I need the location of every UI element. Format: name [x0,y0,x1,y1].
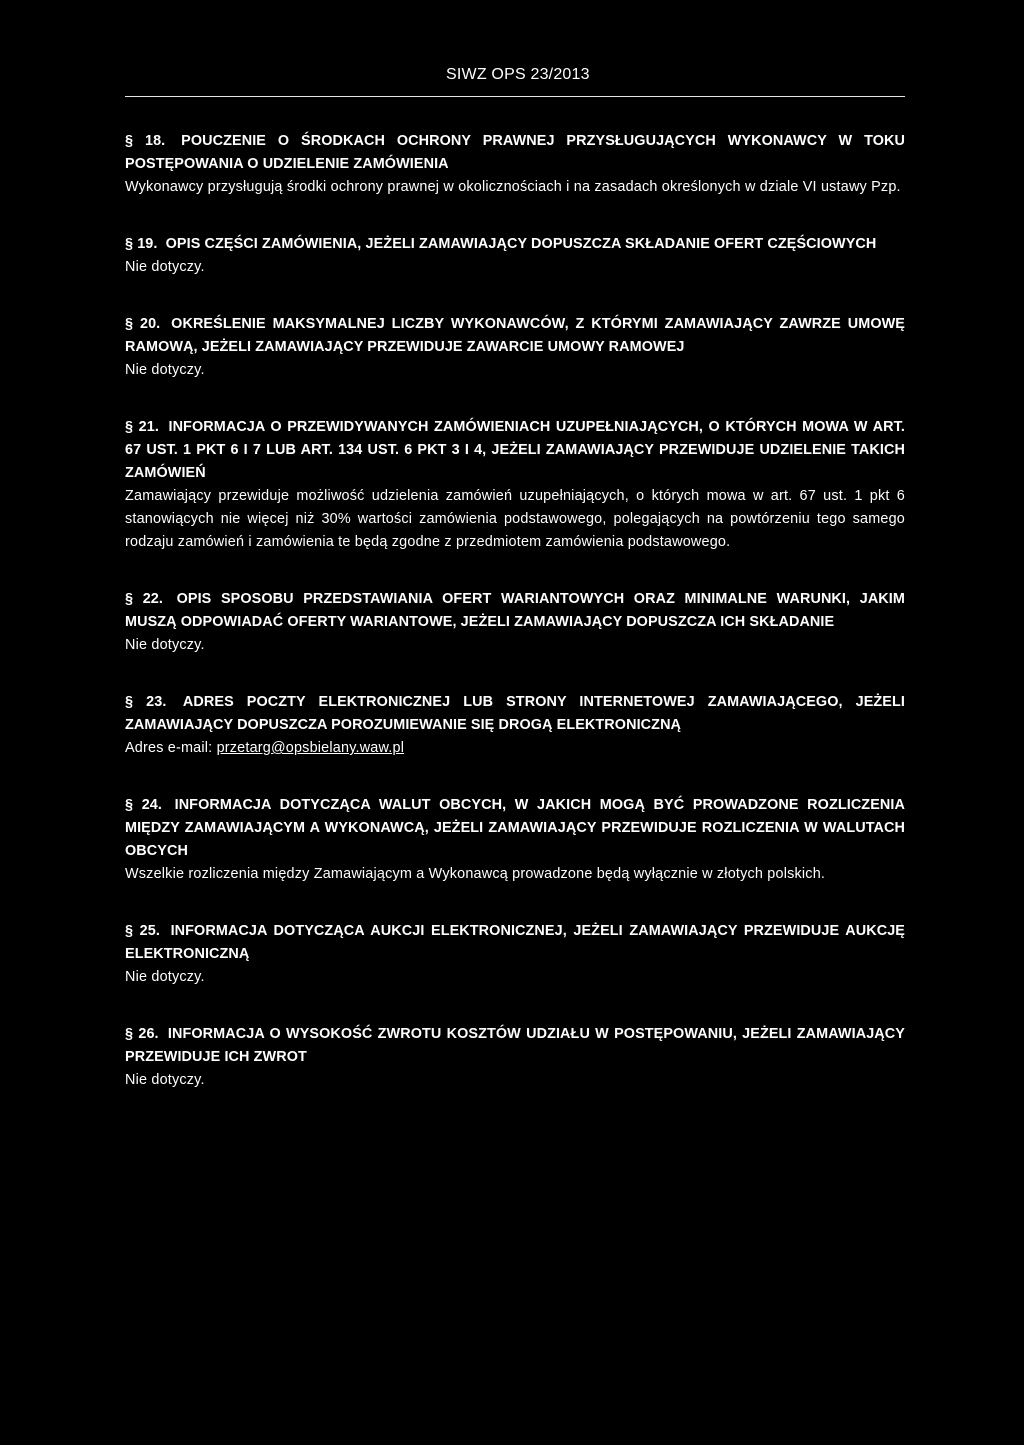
section-22 [125,588,905,657]
section-title: ADRES POCZTY ELEKTRONICZNEJ LUB STRONY INTERNETOWEJ ZAMAWIAJĄCEGO, JEŻELI ZAMAWIAJĄCY DOPUSZCZA POROZUMIEWANIE SIĘ DROGĄ ELEKTRONICZNĄ [125,694,905,733]
section-title: INFORMACJA DOTYCZĄCA WALUT OBCYCH, W JAKICH MOGĄ BYĆ PROWADZONE ROZLICZENIA MIĘDZY ZAMAWIAJĄCYM A WYKONAWCĄ, JEŻELI ZAMAWIAJĄCY PRZEWIDUJE ROZLICZENIA W WALUTACH OBCYCH [125,797,905,859]
section-text: Wykonawcy przysługują środki ochrony prawnej w okolicznościach i na zasadach określonych w dziale VI ustawy Pzp. [125,179,901,195]
section-heading [125,233,905,256]
section-heading [125,920,905,966]
section-number: § 24. [125,797,162,813]
section-number: § 26. [125,1026,159,1042]
section-title: POUCZENIE O ŚRODKACH OCHRONY PRAWNEJ PRZYSŁUGUJĄCYCH WYKONAWCY W TOKU POSTĘPOWANIA O UDZIELENIE ZAMÓWIENIA [125,133,905,172]
section-heading [125,588,905,634]
section-20 [125,313,905,382]
section-number: § 18. [125,133,166,149]
section-title: INFORMACJA O PRZEWIDYWANYCH ZAMÓWIENIACH UZUPEŁNIAJĄCYCH, O KTÓRYCH MOWA W ART. 67 UST. 1 PKT 6 I 7 LUB ART. 134 UST. 6 PKT 3 I 4, JEŻELI ZAMAWIAJĄCY PRZEWIDUJE UDZIELENIE TAKICH ZAMÓWIEŃ [125,419,905,481]
section-number: § 21. [125,419,159,435]
section-number: § 25. [125,923,160,939]
section-26 [125,1023,905,1092]
section-heading [125,794,905,863]
section-text: Nie dotyczy. [125,259,205,275]
section-number: § 23. [125,694,167,710]
section-text: Nie dotyczy. [125,637,205,653]
email-label: Adres e-mail: [125,740,217,756]
section-text: Nie dotyczy. [125,362,205,378]
document-body [125,130,905,1126]
section-number: § 19. [125,236,158,252]
section-title: INFORMACJA DOTYCZĄCA AUKCJI ELEKTRONICZNEJ, JEŻELI ZAMAWIAJĄCY PRZEWIDUJE AUKCJĘ ELEKTRONICZNĄ [125,923,905,962]
section-title: OPIS CZĘŚCI ZAMÓWIENIA, JEŻELI ZAMAWIAJĄCY DOPUSZCZA SKŁADANIE OFERT CZĘŚCIOWYCH [165,236,877,252]
section-18 [125,130,905,199]
section-heading [125,691,905,737]
section-24 [125,794,905,886]
section-number: § 20. [125,316,161,332]
section-heading [125,313,905,359]
section-heading [125,130,905,176]
section-heading [125,416,905,485]
page-header [0,66,1024,90]
section-title: INFORMACJA O WYSOKOŚĆ ZWROTU KOSZTÓW UDZIAŁU W POSTĘPOWANIU, JEŻELI ZAMAWIAJĄCY PRZEWIDUJE ICH ZWROT [125,1026,905,1065]
document-id: SIWZ OPS 23/2013 [446,66,590,83]
section-title: OKREŚLENIE MAKSYMALNEJ LICZBY WYKONAWCÓW, Z KTÓRYMI ZAMAWIAJĄCY ZAWRZE UMOWĘ RAMOWĄ, JEŻELI ZAMAWIAJĄCY PRZEWIDUJE ZAWARCIE UMOWY RAMOWEJ [125,316,905,355]
section-23 [125,691,905,760]
section-text [125,737,905,760]
section-number: § 22. [125,591,163,607]
section-text: Nie dotyczy. [125,969,205,985]
section-21 [125,416,905,554]
email-link[interactable]: przetarg@opsbielany.waw.pl [216,740,405,756]
section-heading [125,1023,905,1069]
section-19 [125,233,905,279]
section-text: Nie dotyczy. [125,1072,205,1088]
section-text: Wszelkie rozliczenia między Zamawiającym a Wykonawcą prowadzone będą wyłącznie w złotych polskich. [125,866,826,882]
section-title: OPIS SPOSOBU PRZEDSTAWIANIA OFERT WARIANTOWYCH ORAZ MINIMALNE WARUNKI, JAKIM MUSZĄ ODPOWIADAĆ OFERTY WARIANTOWE, JEŻELI ZAMAWIAJĄCY DOPUSZCZA ICH SKŁADANIE [125,591,905,630]
header-divider [125,96,905,97]
section-25 [125,920,905,989]
section-text: Zamawiający przewiduje możliwość udzielenia zamówień uzupełniających, o których mowa w art. 67 ust. 1 pkt 6 stanowiących nie więcej niż 30% wartości zamówienia podstawowego, polegających na powtórzeniu tego samego rodzaju zamówień i zamówienia te będą zgodne z przedmiotem zamówienia podstawowego. [125,488,905,550]
